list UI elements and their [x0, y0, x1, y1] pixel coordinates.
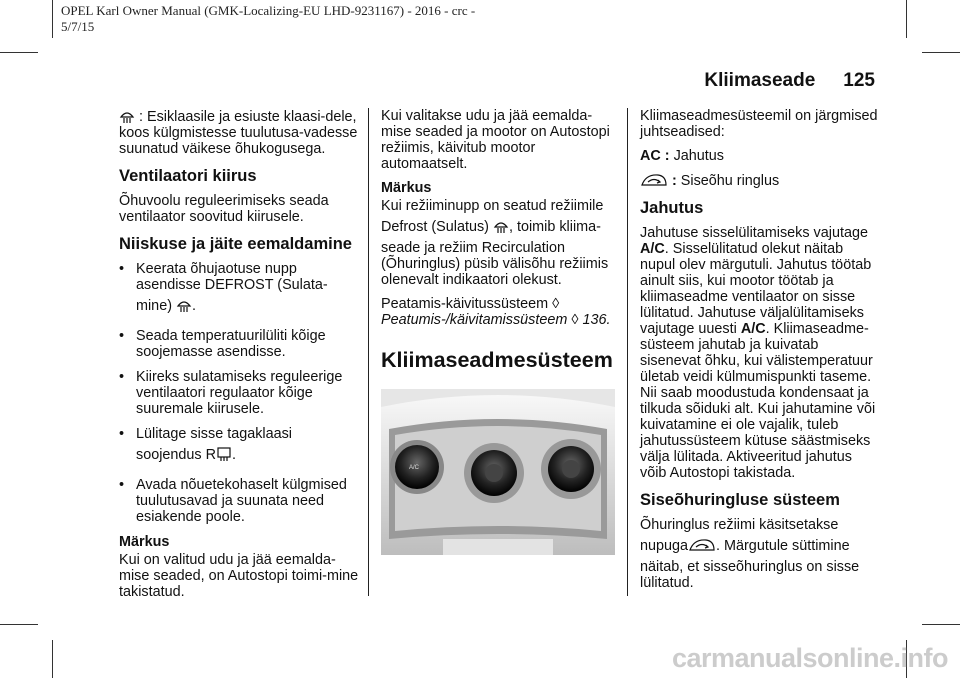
defrost-icon: [176, 297, 192, 313]
column-1: [119, 108, 359, 608]
doc-id-line: OPEL Karl Owner Manual (GMK-Localizing-EU LHD-9231167) - 2016 - crc -: [61, 3, 476, 18]
control-panel-photo: [381, 389, 615, 555]
recirculation-icon: [640, 172, 668, 188]
note-label: Märkus: [119, 534, 170, 550]
cross-reference-link[interactable]: Peatumis-/käivitamissüsteem: [381, 312, 568, 328]
autostop-text: Kui valitakse udu ja jää eemalda-mise seaded ja mootor on Autostopi režiimis, käivitub mootor automaatselt.: [381, 108, 610, 172]
list-item: • Avada nõuetekohaselt külgmised tuulutusavad ja suunata need esiakende poole.: [119, 477, 359, 525]
heading-climate-system: Kliimaseadmesüsteem: [381, 348, 613, 372]
heading-cooling: Jahutus: [640, 199, 704, 217]
fan-knob: [464, 443, 524, 503]
defog-list: [119, 261, 359, 525]
fan-speed-text: Õhuvoolu reguleerimiseks seada ventilaator soovitud kiirusele.: [119, 193, 329, 225]
column-2: [381, 108, 617, 394]
defrost-icon: [119, 108, 135, 124]
ac-legend: AC : Jahutus: [640, 148, 724, 164]
crop-mark: [52, 640, 53, 678]
page-header: [704, 70, 875, 92]
column-divider: [627, 108, 628, 596]
page-ref-icon: ◊: [552, 296, 560, 312]
climate-controls-image: [381, 389, 615, 555]
doc-date-line: 5/7/15: [61, 19, 95, 34]
list-item: • Kiireks sulatamiseks reguleerige ventilaatori regulaator kõige suuremale kiirusele.: [119, 369, 359, 417]
column-3: [640, 108, 882, 599]
rear-defrost-icon: [216, 446, 232, 462]
heading-recirculation: Siseõhuringluse süsteem: [640, 491, 840, 509]
crop-mark: [922, 624, 960, 625]
list-item: • Lülitage sisse tagaklaasi soojendus R .: [119, 426, 359, 468]
crop-mark: [0, 624, 38, 625]
defrost-icon: [493, 218, 509, 234]
heading-fan-speed: Ventilaatori kiirus: [119, 167, 257, 185]
ac-knob: [390, 440, 444, 494]
reference-text: Peatamis-käivitussüsteem ◊ Peatumis-/käivitamissüsteem ◊ 136.: [381, 296, 611, 328]
controls-intro: Kliimaseadmesüsteemil on järgmised juhtseadised:: [640, 108, 878, 140]
list-item: • Keerata õhujaotuse nupp asendisse DEFROST (Sulata- mine) .: [119, 261, 359, 319]
crop-mark: [922, 52, 960, 53]
crop-mark: [906, 0, 907, 38]
defrost-description: : Esiklaasile ja esiuste klaasi-dele, koos külgmistesse tuulutusa-vadesse suunatud väikese õhukogusega.: [119, 109, 358, 157]
crop-mark: [52, 0, 53, 38]
recirculation-legend: : Siseõhu ringlus: [640, 172, 882, 189]
page-ref-icon: ◊: [571, 312, 579, 328]
note-text: Kui on valitud udu ja jää eemalda-mise seaded, on Autostopi toimi-mine takistatud.: [119, 552, 359, 600]
mode-knob: [541, 439, 601, 499]
column-divider: [368, 108, 369, 596]
cooling-text: Jahutuse sisselülitamiseks vajutage A/C. Sisselülitatud olekut näitab nupul olev märgutuli. Jahutus töötab ainult siis, kui mootor töötab ja kliimaseadme ventilaator on sisse lülitatud. Jahutuse väljalülitamiseks vajutage uuesti A/C. Kliimaseadme-süsteem jahutab ja kuivatab sisenevat õhku, kui välistemperatuur ületab veidi külmumispunkti taseme. Nii saab moodustuda kondensaat ja tilkuda sõiduki alt. Kui jahutamine või kuivatamine ei ole vajalik, tuleb jahutussüsteem kütuse säästmiseks välja lülitada. Aktiveeritud jahutus võib Autostopi takistada.: [640, 225, 876, 481]
page-number: 125: [843, 70, 875, 91]
recirculation-text: Õhuringlus režiimi käsitsetakse nupuga . Märgutule süttimine näitab, et sisseõhuringlus on sisse lülitatud.: [640, 517, 860, 591]
watermark: carmanualsonline.info: [671, 643, 948, 673]
ac-label: A/C: [409, 465, 420, 471]
section-title: Kliimaseade: [704, 70, 816, 91]
note-label: Märkus: [381, 180, 432, 196]
document-header: [61, 3, 475, 35]
crop-mark: [0, 52, 38, 53]
list-item: • Seada temperatuurilüliti kõige soojemasse asendisse.: [119, 328, 359, 360]
recirculation-icon: [688, 537, 716, 553]
heading-defog: Niiskuse ja jäite eemaldamine: [119, 235, 352, 253]
note-text: Kui režiiminupp on seatud režiimile Defrost (Sulatus) , toimib kliima- seade ja režiim Recirculation (Õhuringlus) püsib välisõhu režiimis olenevalt indikaatori olekust.: [381, 198, 609, 288]
